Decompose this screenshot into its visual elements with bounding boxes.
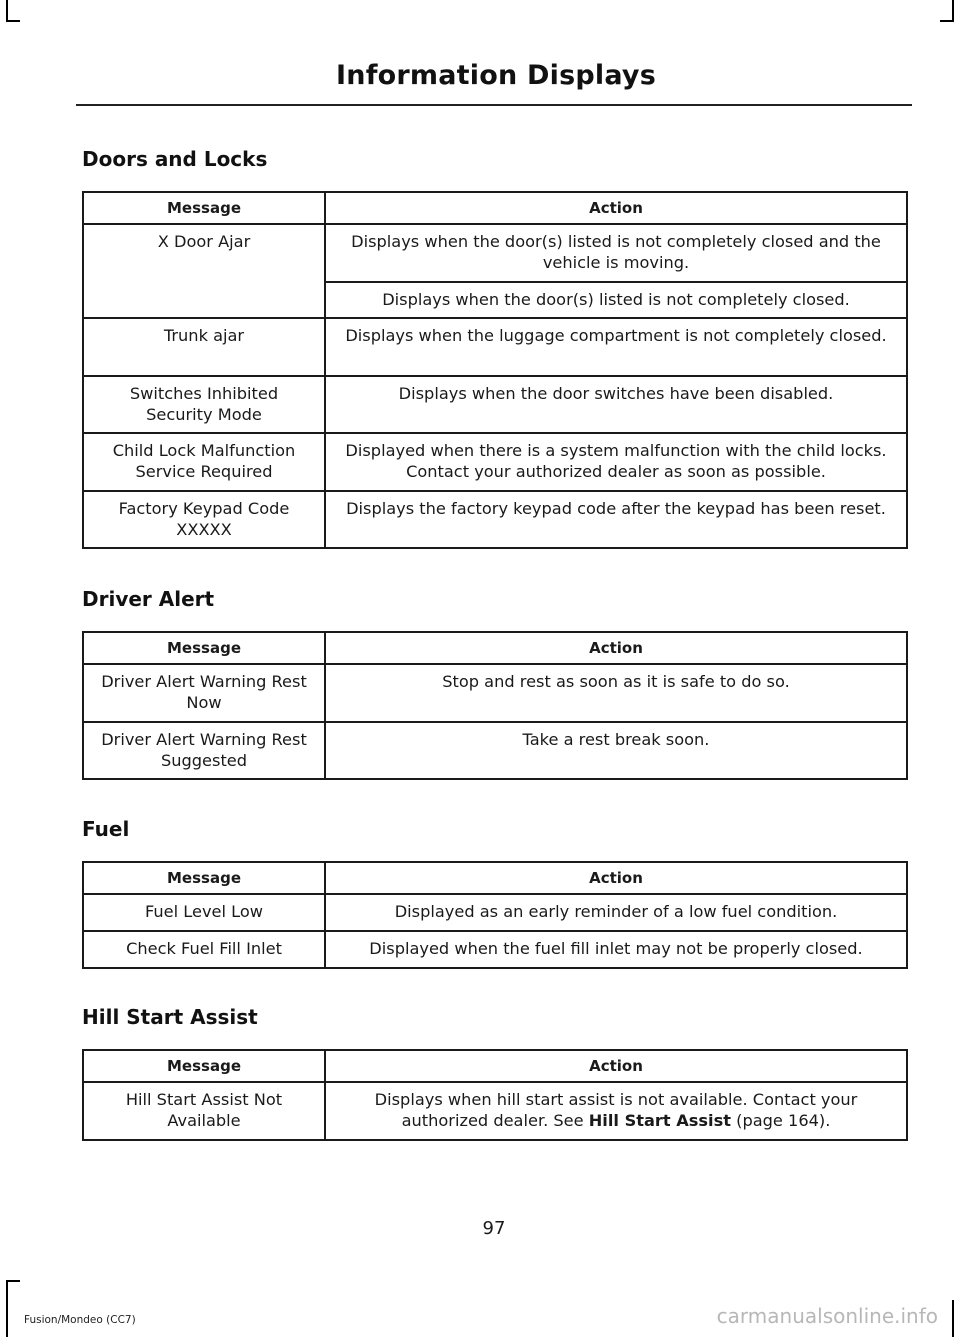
driver-alert-section: [82, 584, 906, 780]
action-cell: Displays the factory keypad code after the keypad has been reset.: [325, 491, 907, 548]
section-title: Doors and Locks: [82, 147, 268, 171]
section-title: Fuel: [82, 817, 130, 841]
header-message: Message: [83, 862, 325, 894]
action-cell: Displayed when the fuel fill inlet may not be properly closed.: [325, 931, 907, 968]
crop-mark: [940, 20, 954, 22]
table-row: [83, 491, 907, 548]
action-cell: [325, 1082, 907, 1140]
page-title: Information Displays: [336, 60, 656, 91]
section-title: Driver Alert: [82, 587, 215, 611]
page-reference: (page 164).: [730, 1111, 831, 1130]
message-cell: Fuel Level Low: [83, 894, 325, 931]
crop-mark: [6, 0, 8, 22]
table-row: [83, 433, 907, 491]
cross-reference-link[interactable]: Hill Start Assist: [588, 1111, 731, 1130]
watermark: carmanualsonline.info: [716, 1304, 938, 1328]
action-text: Displays when hill start assist is not available. Contact your authorized dealer. See: [374, 1090, 858, 1130]
action-cell: Take a rest break soon.: [325, 722, 907, 779]
hill-start-assist-table: [82, 1049, 908, 1141]
crop-mark: [6, 1280, 8, 1337]
message-cell: X Door Ajar: [83, 224, 325, 318]
doors-locks-table: [82, 191, 908, 549]
table-header-row: [83, 632, 907, 664]
table-header-row: [83, 862, 907, 894]
action-cell: Displayed when there is a system malfunction with the child locks. Contact your authorized dealer as soon as possible.: [325, 433, 907, 491]
page-number: 97: [482, 1218, 506, 1239]
message-cell: Driver Alert Warning Rest Now: [83, 664, 325, 722]
header-message: Message: [83, 192, 325, 224]
table-row: [83, 224, 907, 282]
table-row: [83, 722, 907, 779]
header-action: Action: [325, 1050, 907, 1082]
table-row: [83, 318, 907, 376]
action-cell: Displayed as an early reminder of a low fuel condition.: [325, 894, 907, 931]
table-row: [83, 376, 907, 433]
message-cell: Trunk ajar: [83, 318, 325, 376]
message-cell: Switches Inhibited Security Mode: [83, 376, 325, 433]
section-title: Hill Start Assist: [82, 1005, 258, 1029]
action-cell: Displays when the door(s) listed is not completely closed and the vehicle is moving.: [325, 224, 907, 282]
table-row: [83, 664, 907, 722]
hill-start-assist-section: [82, 1002, 906, 1141]
table-row: [83, 931, 907, 968]
action-cell: Displays when the luggage compartment is not completely closed.: [325, 318, 907, 376]
header-message: Message: [83, 632, 325, 664]
action-cell: Displays when the door switches have been disabled.: [325, 376, 907, 433]
header-action: Action: [325, 632, 907, 664]
header-rule: [76, 104, 912, 106]
crop-mark: [6, 1280, 20, 1282]
action-cell: Stop and rest as soon as it is safe to do so.: [325, 664, 907, 722]
message-cell: Factory Keypad Code XXXXX: [83, 491, 325, 548]
driver-alert-table: [82, 631, 908, 780]
message-cell: Check Fuel Fill Inlet: [83, 931, 325, 968]
table-header-row: [83, 192, 907, 224]
message-cell: Driver Alert Warning Rest Suggested: [83, 722, 325, 779]
message-cell: Child Lock Malfunction Service Required: [83, 433, 325, 491]
crop-mark: [952, 1300, 954, 1337]
footer-model: Fusion/Mondeo (CC7): [24, 1314, 136, 1326]
crop-mark: [6, 20, 20, 22]
table-row: [83, 894, 907, 931]
table-header-row: [83, 1050, 907, 1082]
action-cell: Displays when the door(s) listed is not completely closed.: [325, 282, 907, 318]
header-action: Action: [325, 192, 907, 224]
header-action: Action: [325, 862, 907, 894]
doors-locks-section: [82, 144, 906, 549]
crop-mark: [952, 0, 954, 22]
header-message: Message: [83, 1050, 325, 1082]
message-cell: Hill Start Assist Not Available: [83, 1082, 325, 1140]
table-row: [83, 1082, 907, 1140]
fuel-section: [82, 814, 906, 969]
fuel-table: [82, 861, 908, 969]
